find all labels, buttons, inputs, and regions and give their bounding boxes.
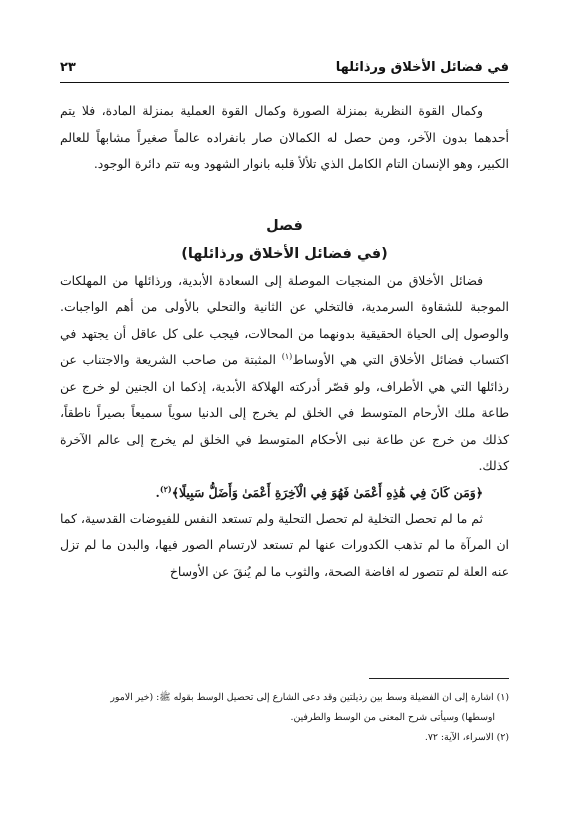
main-text [60,98,509,585]
footnote-marker-1: (١) [281,351,293,361]
footnote-divider [369,678,509,679]
page-number: ٢٣ [60,60,76,75]
footnote-1-line-1: (١) اشارة إلى ان الفضيلة وسط بين رذيلتين وقد دعى الشارع إلى تحصيل الوسط بقوله ﷺ: (خير الامور [110,692,509,703]
quran-verse [60,480,509,506]
running-header [60,58,509,83]
section-heading [60,212,509,268]
section-title: فصل [266,217,303,234]
footnote-2: (٢) الاسراء، الآية: ٧٢. [424,732,509,743]
paragraph-virtues-part-a: فضائل الأخلاق من المنجيات الموصلة إلى السعادة الأبدية، ورذائلها من المهلكات الموجبة للشقاوة السرمدية، فالتخلي عن الثانية والتحلي بالأولى من أهم الواجبات. والوصول إلى الحياة الحقيقية بدونهما من المحالات، فيجب على كل عاقل أن يجتهد في اكتساب فضائل الأخلاق التي هي الأوساط [60,272,509,367]
section-subtitle: (في فضائل الأخلاق ورذائلها) [181,245,388,262]
paragraph-intro: وكمال القوة النظرية بمنزلة الصورة وكمال القوة العملية بمنزلة المادة، فلا يتم أحدهما بدون الآخر، ومن حصل له الكمالان صار بانفراده عالماً صغيراً مشابهاً للعالم الكبير، وهو الإنسان التام الكامل الذي تلألأ قلبه بانوار الشهود وبه تتم دائرة الوجود. [60,103,509,171]
paragraph-virtues [60,268,509,480]
paragraph-purification: ثم ما لم تحصل التخلية لم تحصل التحلية ولم تستعد النفس للفيوضات القدسية، كما ان المرآة ما لم تذهب الكدورات عنها لم تستعد لارتسام الصور فيها، والبدن ما لم تزل عنه العلة لم تتصور له افاضة الصحة، والثوب ما لم يُنقَ عن الأوساخ [60,510,509,579]
footnote-1-line-2: اوسطها) وسيأتى شرح المعنى من الوسط والطرفين. [290,712,495,723]
quran-verse-end: . [155,484,160,500]
running-title: في فضائل الأخلاق ورذائلها [335,60,509,75]
quran-verse-text: ﴿وَمَن كَانَ فِي هَٰذِهِ أَعْمَىٰ فَهُوَ فِي الْآخِرَةِ أَعْمَىٰ وَأَضَلُّ سَبِيلًا﴾ [171,484,483,500]
paragraph-virtues-part-b: المثبتة من صاحب الشريعة والاجتناب عن رذائلها التي هي الأطراف، ولو قصّر أدركته الهلاكة الأبدية، إذكما ان الجنين لو خرج عن طاعة ملك الأرحام المتوسط في الخلق لم يخرج إلى الدنيا سوياً سميعاً بصيراً ناطقاً، كذلك من خرج عن طاعة نبى الأحكام المتوسط في الخلق لم يخرج إلى عالم الآخرة كذلك. [60,352,509,473]
footnotes [60,688,509,748]
footnote-marker-2: (٢) [159,483,172,494]
